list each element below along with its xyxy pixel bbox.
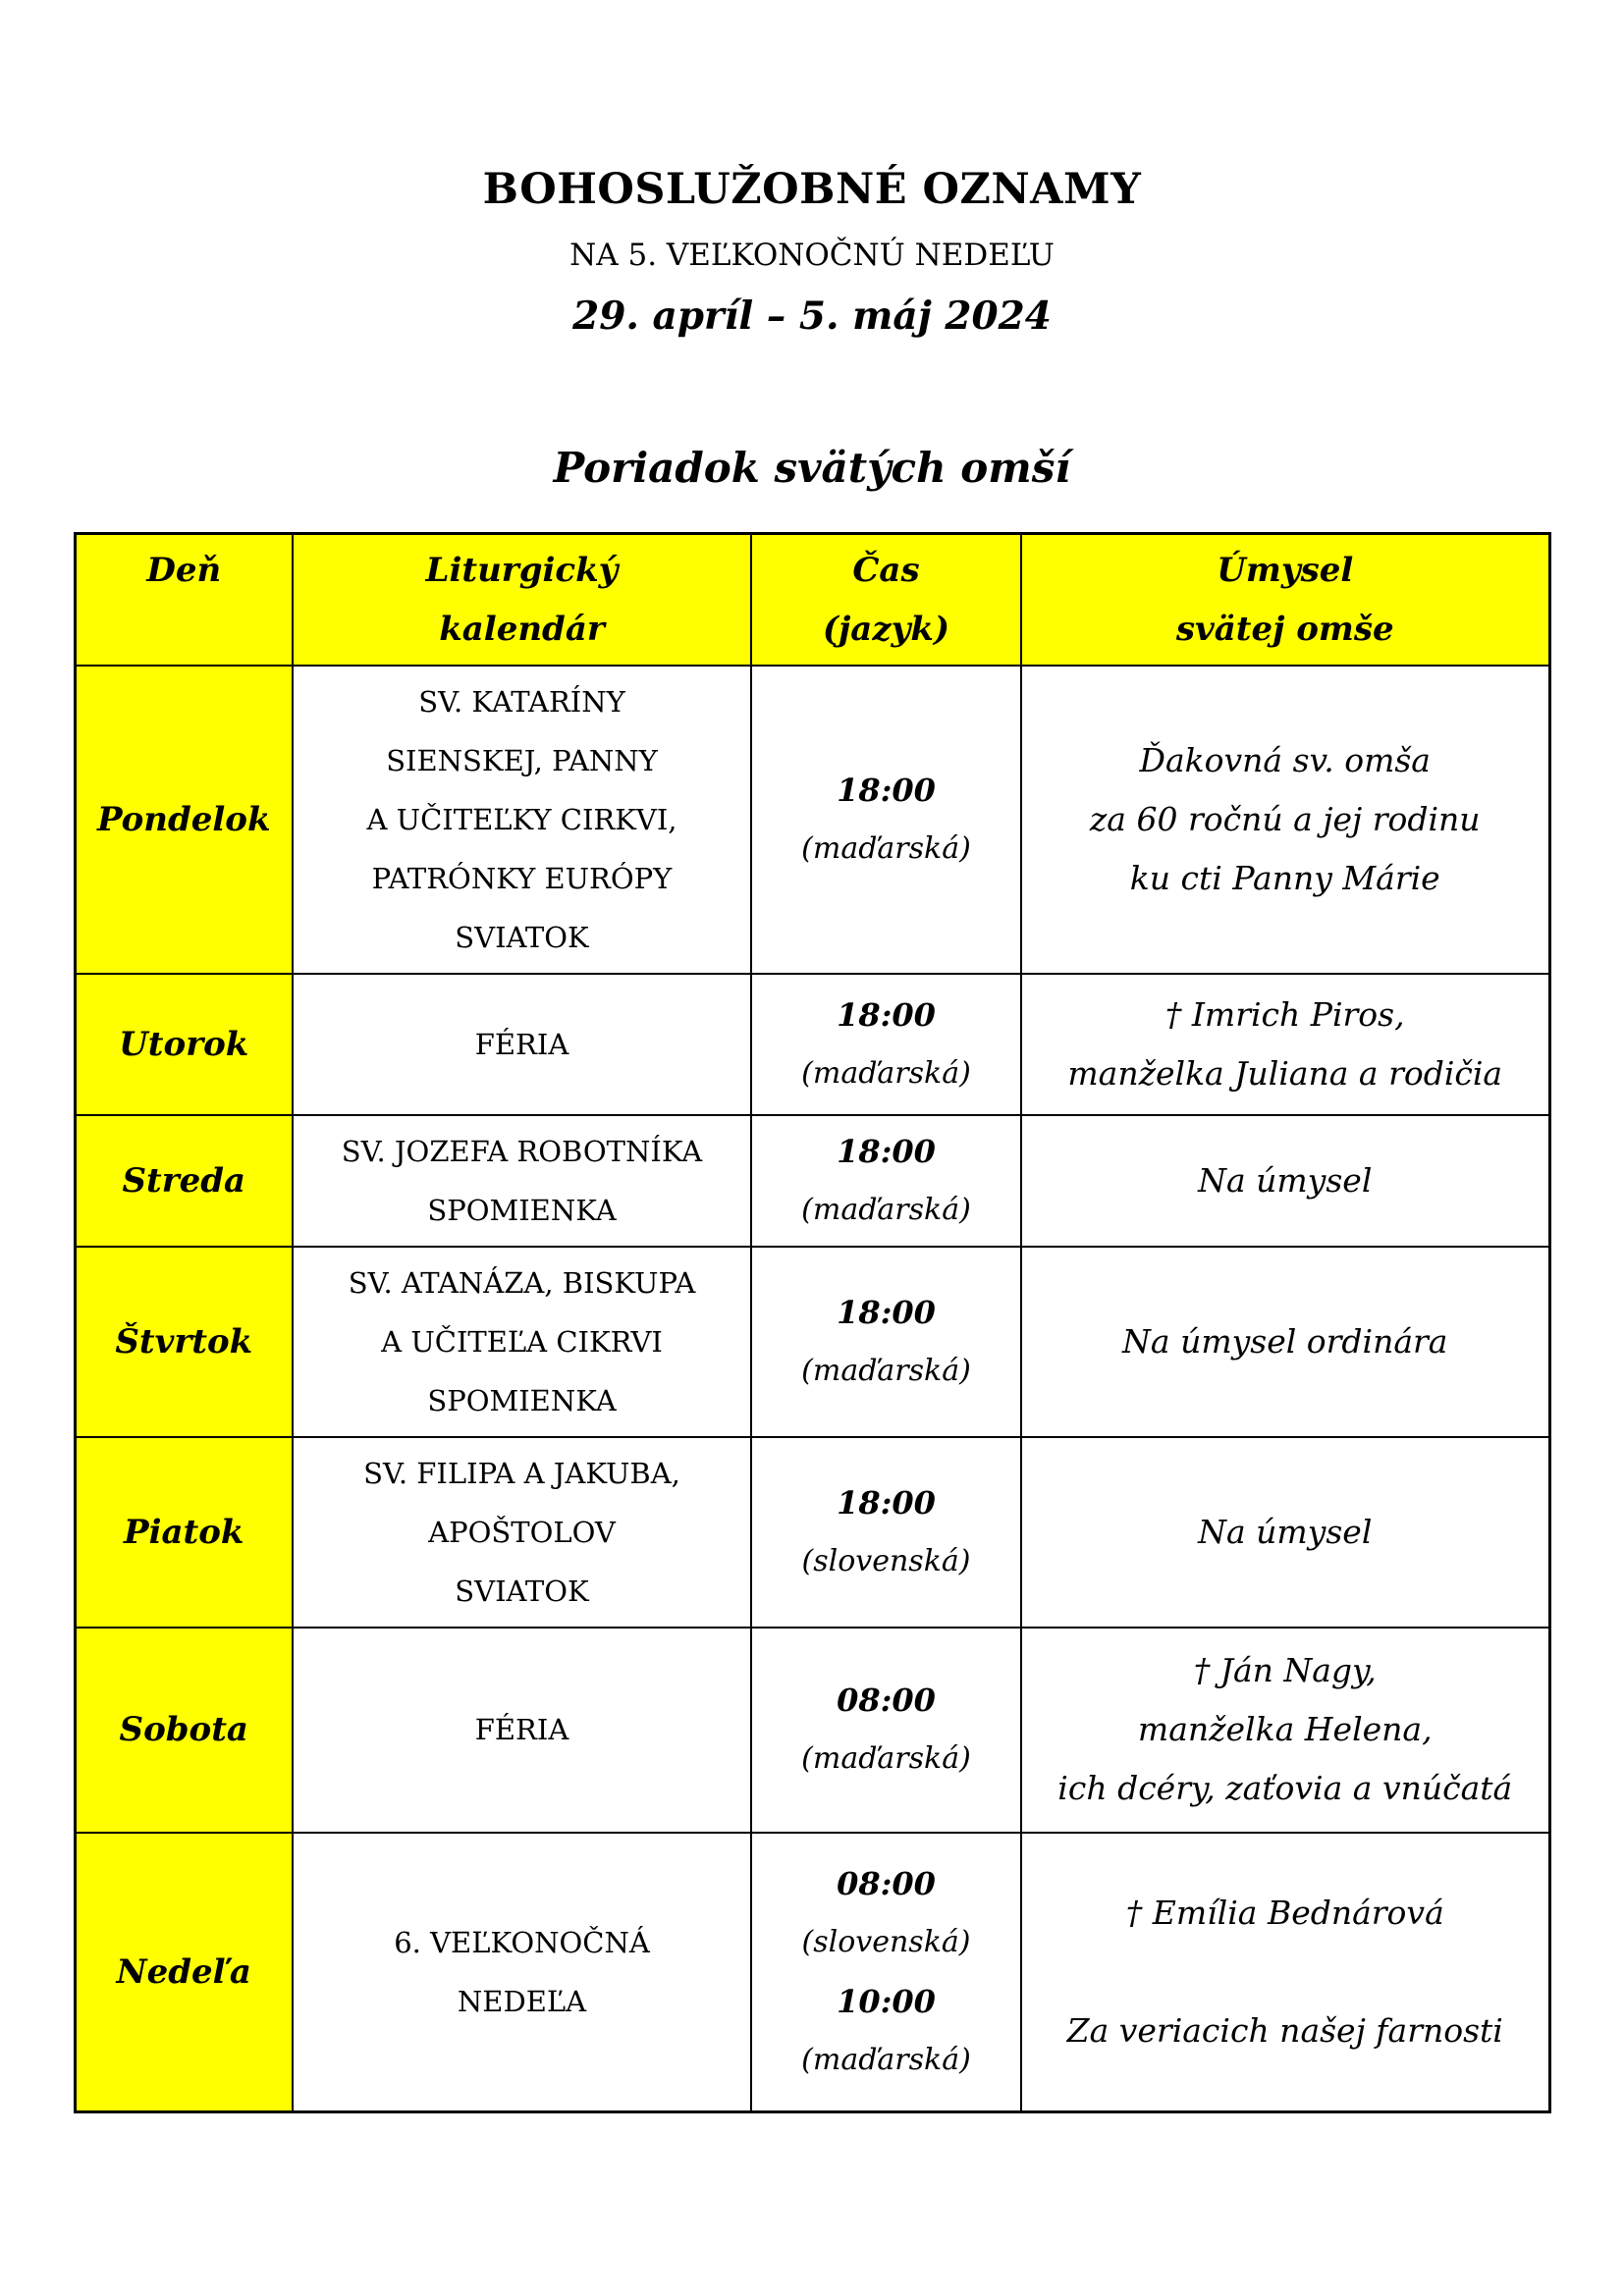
- time-value: 10:00: [837, 1983, 936, 2021]
- intention-line: manželka Juliana a rodičia: [1067, 1053, 1503, 1093]
- time-cell: [751, 1115, 1021, 1247]
- language-value: (maďarská): [801, 1353, 971, 1388]
- day-cell: Nedeľa: [75, 1833, 293, 2112]
- calendar-line: SV. JOZEFA ROBOTNÍKA: [341, 1134, 703, 1168]
- header-line: (jazyk): [822, 609, 950, 649]
- intention-line: za 60 ročnú a jej rodinu: [1089, 799, 1481, 838]
- calendar-line: A UČITEĽA CIKRVI: [381, 1324, 663, 1359]
- time-value: 08:00: [837, 1682, 936, 1720]
- language-value: (slovenská): [801, 1543, 971, 1578]
- calendar-cell: [293, 1833, 751, 2112]
- intention-cell: [1021, 1628, 1549, 1833]
- table-body: [75, 666, 1549, 2112]
- calendar-cell: [293, 974, 751, 1115]
- language-value: (maďarská): [801, 1192, 971, 1227]
- intention-line: † Ján Nagy,: [1193, 1651, 1377, 1690]
- table-row-nedela: [75, 1833, 1549, 2112]
- header-line: Čas: [852, 550, 920, 590]
- intention-cell: [1021, 1247, 1549, 1437]
- mass-schedule-table: [74, 532, 1551, 2114]
- intention-line: manželka Helena,: [1137, 1710, 1433, 1749]
- calendar-cell: [293, 1628, 751, 1833]
- intention-cell: [1021, 1833, 1549, 2112]
- language-value: (maďarská): [801, 830, 971, 866]
- day-cell: Sobota: [75, 1628, 293, 1833]
- calendar-cell: [293, 1247, 751, 1437]
- calendar-line: SIENSKEJ, PANNY: [386, 743, 658, 777]
- calendar-line: NEDEĽA: [457, 1985, 587, 2019]
- calendar-line: SPOMIENKA: [427, 1383, 617, 1417]
- calendar-line: FÉRIA: [474, 1027, 569, 1061]
- time-cell: [751, 1437, 1021, 1628]
- calendar-line: APOŠTOLOV: [428, 1515, 616, 1549]
- calendar-cell: [293, 1115, 751, 1247]
- calendar-line: SVIATOK: [455, 1574, 589, 1608]
- day-cell: Pondelok: [75, 666, 293, 974]
- header-line: svätej omše: [1175, 609, 1394, 649]
- time-cell: [751, 974, 1021, 1115]
- intention-line: † Imrich Piros,: [1164, 994, 1405, 1034]
- intention-cell: [1021, 1437, 1549, 1628]
- calendar-cell: [293, 666, 751, 974]
- calendar-line: SVIATOK: [455, 920, 589, 954]
- language-value: (maďarská): [801, 1055, 971, 1091]
- intention-line: Na úmysel: [1198, 1512, 1373, 1551]
- date-range: 29. apríl – 5. máj 2024: [572, 293, 1052, 339]
- table-row-streda: [75, 1115, 1549, 1247]
- time-cell: [751, 1833, 1021, 2112]
- intention-line: Za veriacich našej farnosti: [1066, 2011, 1503, 2051]
- header-line: Úmysel: [1217, 550, 1354, 590]
- intention-cell: [1021, 1115, 1549, 1247]
- document-header: [0, 165, 1624, 340]
- language-value: (slovenská): [801, 1925, 971, 1960]
- time-value: 18:00: [837, 1483, 936, 1522]
- time-value: 18:00: [837, 995, 936, 1034]
- language-value: (maďarská): [801, 2043, 971, 2078]
- column-header-time: [751, 533, 1021, 666]
- day-cell: Piatok: [75, 1437, 293, 1628]
- time-value: 08:00: [837, 1865, 936, 1903]
- day-cell: Utorok: [75, 974, 293, 1115]
- intention-line: ku cti Panny Márie: [1129, 858, 1440, 897]
- column-header-calendar: [293, 533, 751, 666]
- calendar-line: A UČITEĽKY CIRKVI,: [366, 802, 677, 836]
- calendar-line: SPOMIENKA: [427, 1193, 617, 1227]
- time-cell: [751, 1628, 1021, 1833]
- calendar-line: FÉRIA: [474, 1713, 569, 1747]
- table-row-sobota: [75, 1628, 1549, 1833]
- intention-line: ich dcéry, zaťovia a vnúčatá: [1057, 1769, 1513, 1808]
- intention-cell: [1021, 974, 1549, 1115]
- calendar-line: SV. FILIPA A JAKUBA,: [363, 1456, 680, 1490]
- intention-line: Na úmysel ordinára: [1122, 1321, 1448, 1361]
- intention-line: Na úmysel: [1198, 1160, 1373, 1200]
- calendar-cell: [293, 1437, 751, 1628]
- calendar-line: SV. ATANÁZA, BISKUPA: [348, 1265, 696, 1300]
- document-title: BOHOSLUŽOBNÉ OZNAMY: [482, 165, 1142, 214]
- time-value: 18:00: [837, 1293, 936, 1331]
- language-value: (maďarská): [801, 1741, 971, 1777]
- table-row-utorok: [75, 974, 1549, 1115]
- time-value: 18:00: [837, 771, 936, 809]
- column-header-day: [75, 533, 293, 666]
- calendar-line: 6. VEĽKONOČNÁ: [394, 1926, 650, 1960]
- document-subtitle: NA 5. VEĽKONOČNÚ NEDEĽU: [569, 237, 1055, 273]
- table-row-pondelok: [75, 666, 1549, 974]
- intention-line: Ďakovná sv. omša: [1139, 740, 1431, 779]
- calendar-line: SV. KATARÍNY: [418, 684, 625, 719]
- time-cell: [751, 666, 1021, 974]
- intention-line: † Emília Bednárová: [1125, 1894, 1444, 1933]
- time-value: 18:00: [837, 1132, 936, 1170]
- header-line: Deň: [146, 550, 222, 590]
- table-row-piatok: [75, 1437, 1549, 1628]
- calendar-line: PATRÓNKY EURÓPY: [371, 861, 673, 895]
- column-header-intention: [1021, 533, 1549, 666]
- table-header-row: [75, 533, 1549, 666]
- day-cell: Streda: [75, 1115, 293, 1247]
- day-cell: Štvrtok: [75, 1247, 293, 1437]
- header-line: kalendár: [439, 609, 605, 649]
- spacer-line: [1030, 1943, 1541, 2002]
- table-row-stvrtok: [75, 1247, 1549, 1437]
- time-cell: [751, 1247, 1021, 1437]
- header-line: Liturgický: [425, 550, 619, 590]
- section-title: Poriadok svätých omší: [553, 443, 1071, 492]
- intention-cell: [1021, 666, 1549, 974]
